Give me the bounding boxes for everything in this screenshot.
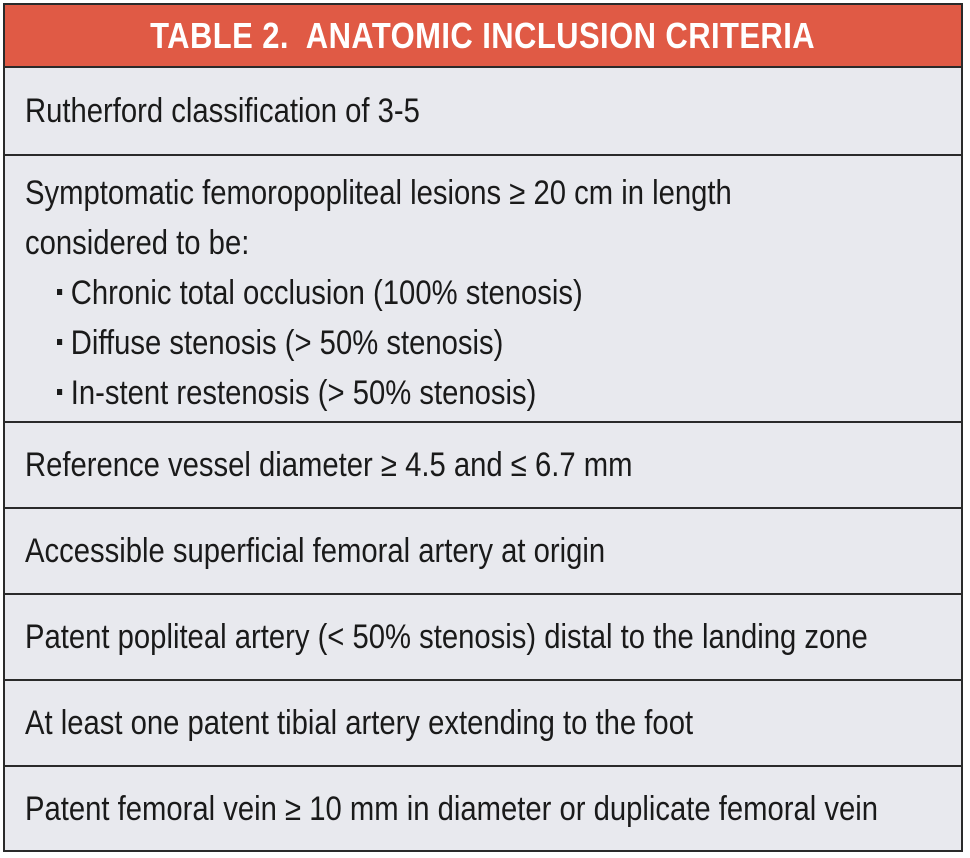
- bullet-text: Chronic total occlusion (100% stenosis): [70, 274, 583, 312]
- table-title-text: TABLE 2. ANATOMIC INCLUSION CRITERIA: [150, 14, 816, 56]
- table-row: [5, 509, 961, 595]
- inclusion-criteria-table: [3, 3, 963, 852]
- row-text: Patent femoral vein ≥ 10 mm in diameter or duplicate femoral vein: [25, 789, 879, 828]
- bullet-item: [25, 318, 961, 368]
- row-text: Rutherford classification of 3-5: [25, 92, 420, 130]
- row-text: Reference vessel diameter ≥ 4.5 and ≤ 6.7 mm: [25, 446, 633, 484]
- table-row: [5, 681, 961, 767]
- bullet-text: Diffuse stenosis (> 50% stenosis): [70, 324, 504, 362]
- bullet-item: [25, 368, 961, 418]
- row-text: Patent popliteal artery (< 50% stenosis) distal to the landing zone: [25, 618, 868, 656]
- row-text: At least one patent tibial artery extending to the foot: [25, 704, 694, 742]
- table-row: [5, 156, 961, 423]
- bullet-item: [25, 268, 961, 318]
- table-row: [5, 423, 961, 509]
- row-text-line: considered to be:: [25, 224, 250, 262]
- bullet-icon: [57, 289, 62, 295]
- row-text: Accessible superficial femoral artery at origin: [25, 532, 606, 570]
- bullet-text: In-stent restenosis (> 50% stenosis): [70, 374, 537, 412]
- table-title: [5, 5, 961, 68]
- table-row: [5, 595, 961, 681]
- bullet-icon: [57, 339, 62, 345]
- table-row: [5, 767, 961, 850]
- row-text-line: Symptomatic femoropopliteal lesions ≥ 20 cm in length: [25, 174, 732, 212]
- bullet-icon: [57, 389, 62, 395]
- table-row: [5, 68, 961, 156]
